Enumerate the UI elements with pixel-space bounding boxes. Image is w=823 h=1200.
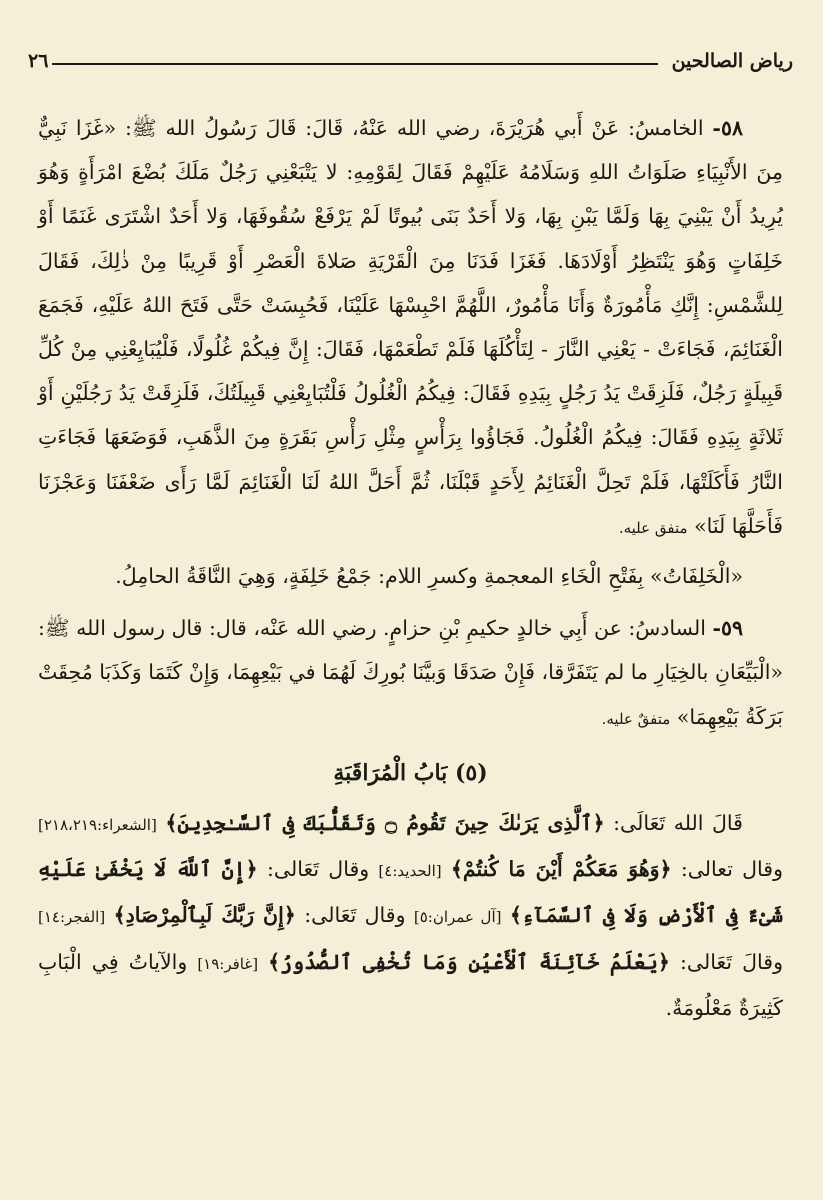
hadith-source: متفق عليه. — [618, 518, 688, 537]
page-body — [38, 106, 783, 1030]
page-number: ٢٦ — [28, 50, 49, 72]
book-title: رياض الصالحين — [671, 50, 793, 72]
hadith-59 — [38, 606, 783, 741]
quran-verse: ﴿يَعْلَمُ خَآئِنَةَ ٱلْأَعْيُنِ وَمَا تُخْفِى ٱلصُّدُورُ﴾ — [268, 949, 670, 974]
hadith-text: «الْبَيِّعَانِ بالخِيَارِ ما لم يَتَفَرَّقا، فَإِنْ صَدَقَا وَبيَّنَا بُورِكَ لَهُمَا في بَيْعِهِمَا، وَإِنْ كَتَمَا وَكَذَبَا مُحِقَتْ بَرَكَةُ بَيْعِهِمَا» — [38, 660, 783, 729]
header-rule — [52, 63, 657, 65]
quran-verse: ﴿إِنَّ رَبَّكَ لَبِٱلْمِرْصَادِ﴾ — [113, 903, 296, 928]
hadith-number: ٥٨- — [712, 116, 743, 140]
hadith-source: متفقٌ عليه. — [601, 709, 671, 728]
verse-reference: [الشعراء:٢١٨،٢١٩] — [38, 816, 157, 835]
verse-intro: وقال تعالى: — [680, 857, 783, 882]
verse-intro: وقالَ تَعَالى: — [680, 949, 784, 974]
hadith-intro: الخامسُ: عَنْ أَبي هُرَيْرَةَ، رضي الله عَنْهُ، قَالَ: قَالَ رَسُولُ الله ﷺ: — [124, 116, 704, 140]
note-text: «الْخَلِفَاتُ» بِفَتْحِ الْخَاءِ المعجمةِ وكسرِ اللام: جَمْعُ خَلِفَةٍ، وَهِيَ النَّاقَةُ الحامِلُ. — [115, 564, 743, 589]
quran-verse: ﴿إِنَّ ٱللَّهَ لَا يَخْفَىٰ عَلَيْهِ شَىْءٌ فِى ٱلْأَرْضِ وَلَا فِى ٱلسَّمَآءِ﴾ — [38, 857, 783, 928]
verse-reference: [آل عمران:٥] — [413, 908, 502, 927]
chapter-heading: (٥) بَابُ الْمُرَاقَبَةِ — [333, 759, 488, 786]
quran-verse: ﴿ٱلَّذِى يَرَىٰكَ حِينَ تَقُومُ ۝ وَتَقَلُّبَكَ فِى ٱلسَّـٰجِدِينَ﴾ — [165, 811, 605, 836]
quran-verses — [38, 801, 783, 1030]
verse-reference: [غافر:١٩] — [197, 954, 259, 973]
vocabulary-note — [38, 554, 783, 598]
quran-verse: ﴿وَهُوَ مَعَكُمْ أَيْنَ مَا كُنتُمْ﴾ — [450, 857, 672, 882]
hadith-intro: السادسُ: عن أَبِي خالدٍ حكيمِ بْنِ حزامٍ. رضي الله عَنْه، قال: قال رسول الله ﷺ: — [38, 616, 706, 641]
hadith-text: «غَزَا نَبِيٌّ مِنَ الأَنْبِيَاءِ صَلَوَاتُ اللهِ وَسَلَامُهُ عَلَيْهِمْ فَقَالَ لِقَوْمِهِ: لا يَتْبَعْنِي رَجُلٌ مَلَكَ بُضْعَ امْرَأَةٍ وَهُوَ يُرِيدُ أَنْ يَبْنِيَ بِهَا وَلَمَّا يَبْنِ بِهَا، وَلا أَحَدٌ بَنَى بُيوتًا لَمْ يَرْفَعْ سُقُوفَهَا، وَلا أَحَدٌ اشْتَرَى غَنَمًا أَوْ خَلِفَاتٍ وَهُوَ يَنْتَظِرُ أَوْلَادَهَا. فَغَزَا فَدَنَا مِنَ الْقَرْيَةِ صَلاةَ الْعَصْرِ أَوْ قَرِيبًا مِنْ ذٰلِكَ، فَقَالَ لِلشَّمْسِ: إِنَّكِ مَأْمُورَةٌ وَأَنَا مَأْمُورٌ، اللَّهُمَّ احْبِسْهَا عَلَيْنَا، فَحُبِسَتْ حَتَّى فَتَحَ اللهُ عَلَيْهِ، فَجَمَعَ الْغَنَائِمَ، فَجَاءَتْ - يَعْنِي النَّارَ - لِتَأْكُلَهَا فَلَمْ تَطْعَمْهَا، فَقَالَ: إِنَّ فِيكُمْ غُلُولًا، فَلْيُبَايِعْنِي مِنْ كُلِّ قَبِيلَةٍ رَجُلٌ، فَلَزِقَتْ يَدُ رَجُلٍ بِيَدِهِ فَقَالَ: فِيكُمُ الْغُلُولُ فَلْتُبَايِعْنِي قَبِيلَتُكَ، فَلَزِقَتْ يَدُ رَجُلَيْنِ أَوْ ثَلاثَةٍ بِيَدِهِ فَقَالَ: فِيكُمُ الْغُلُولُ. فَجَاؤُوا بِرَأْسٍ مِثْلِ رَأْسِ بَقَرَةٍ مِنَ الذَّهَبِ، فَوَضَعَهَا فَجَاءَتِ النَّارُ فَأَكَلَتْهَا، فَلَمْ تَحِلَّ الْغَنَائِمُ لِأَحَدٍ قَبْلَنَا، ثُمَّ أَحَلَّ اللهُ لَنَا الْغَنَائِمَ لَمَّا رَأَى ضَعْفَنَا وَعَجْزَنَا فَأَحَلَّهَا لَنَا» — [38, 116, 783, 538]
verse-intro: قَالَ الله تَعَالَى: — [613, 811, 743, 836]
closing-text: والآياتُ فِي الْبَابِ كَثِيرَةٌ مَعْلُومَةٌ. — [38, 949, 783, 1020]
verse-reference: [الحديد:٤] — [378, 862, 442, 881]
verse-intro: وقال تَعَالى: — [266, 857, 370, 882]
running-header — [28, 42, 793, 72]
verse-intro: وقال تَعَالى: — [304, 903, 406, 928]
hadith-58 — [38, 106, 783, 550]
hadith-number: ٥٩- — [712, 616, 743, 641]
verse-reference: [الفجر:١٤] — [38, 908, 106, 927]
